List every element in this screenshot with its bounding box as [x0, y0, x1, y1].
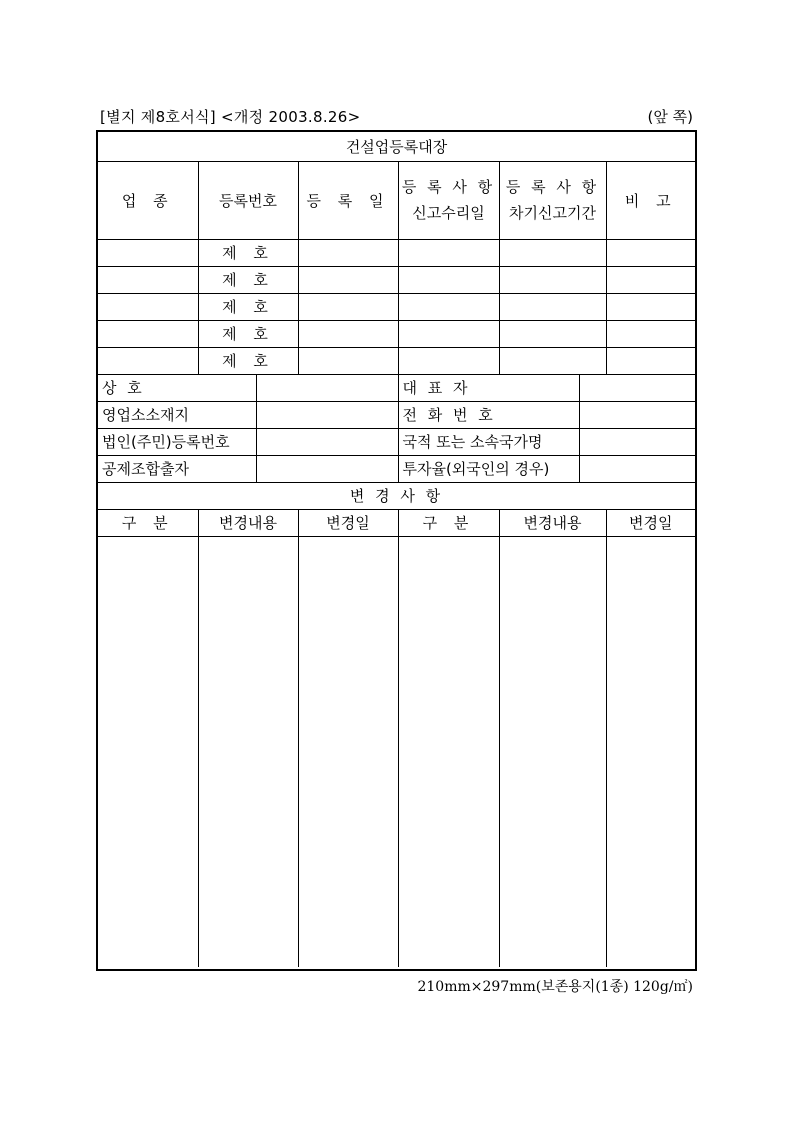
- next-report-cell[interactable]: [499, 239, 606, 266]
- next-report-cell[interactable]: [499, 293, 606, 320]
- industry-cell[interactable]: [98, 239, 198, 266]
- office-location-value[interactable]: [256, 401, 398, 428]
- investment-ratio-value[interactable]: [579, 455, 695, 482]
- report-accept-line2: 신고수리일: [412, 204, 485, 222]
- remarks-cell[interactable]: [606, 239, 695, 266]
- registry-table: [98, 132, 695, 967]
- changes-date-cell[interactable]: [298, 536, 398, 967]
- col-header-reg-number: 등록번호: [198, 161, 298, 239]
- col-header-industry: 업 종: [98, 161, 198, 239]
- nationality-label: 국적 또는 소속국가명: [398, 428, 579, 455]
- reg-number-cell[interactable]: 제 호: [198, 320, 298, 347]
- form-title: 건설업등록대장: [98, 132, 695, 161]
- mutual-aid-investor-label: 공제조합출자: [98, 455, 256, 482]
- industry-cell[interactable]: [98, 320, 198, 347]
- next-report-line1: 등 록 사 항: [505, 178, 600, 196]
- reg-number-cell[interactable]: 제 호: [198, 293, 298, 320]
- changes-content-cell[interactable]: [198, 536, 298, 967]
- report-accept-cell[interactable]: [398, 239, 499, 266]
- report-accept-cell[interactable]: [398, 266, 499, 293]
- trade-name-value[interactable]: [256, 374, 398, 401]
- reg-date-cell[interactable]: [298, 347, 398, 374]
- changes-entry-area: [98, 536, 695, 967]
- representative-label: 대 표 자: [398, 374, 579, 401]
- form-identifier: [별지 제8호서식] <개정 2003.8.26>: [100, 108, 361, 126]
- registry-form: [96, 130, 697, 971]
- corp-reg-number-label: 법인(주민)등록번호: [98, 428, 256, 455]
- reg-date-cell[interactable]: [298, 239, 398, 266]
- reg-row: [98, 320, 695, 347]
- reg-row: [98, 347, 695, 374]
- phone-number-label: 전 화 번 호: [398, 401, 579, 428]
- changes-col-date: 변경일: [298, 509, 398, 536]
- reg-number-cell[interactable]: 제 호: [198, 266, 298, 293]
- industry-cell[interactable]: [98, 347, 198, 374]
- changes-col-content-2: 변경내용: [499, 509, 606, 536]
- industry-cell[interactable]: [98, 293, 198, 320]
- next-report-line2: 차기신고기간: [509, 204, 596, 222]
- report-accept-cell[interactable]: [398, 293, 499, 320]
- remarks-cell[interactable]: [606, 347, 695, 374]
- changes-col-category-2: 구 분: [398, 509, 499, 536]
- reg-row: [98, 239, 695, 266]
- reg-number-cell[interactable]: 제 호: [198, 347, 298, 374]
- report-accept-line1: 등 록 사 항: [401, 178, 496, 196]
- trade-name-label: 상 호: [98, 374, 256, 401]
- remarks-cell[interactable]: [606, 293, 695, 320]
- col-header-report-accept-date: [398, 161, 499, 239]
- changes-col-content: 변경내용: [198, 509, 298, 536]
- investment-ratio-label: 투자율(외국인의 경우): [398, 455, 579, 482]
- page-side-label: (앞 쪽): [647, 108, 693, 126]
- next-report-cell[interactable]: [499, 347, 606, 374]
- changes-category-cell[interactable]: [98, 536, 198, 967]
- changes-category-cell-2[interactable]: [398, 536, 499, 967]
- mutual-aid-investor-value[interactable]: [256, 455, 398, 482]
- industry-cell[interactable]: [98, 266, 198, 293]
- remarks-cell[interactable]: [606, 266, 695, 293]
- col-header-next-report-period: [499, 161, 606, 239]
- representative-value[interactable]: [579, 374, 695, 401]
- corp-reg-number-value[interactable]: [256, 428, 398, 455]
- changes-content-cell-2[interactable]: [499, 536, 606, 967]
- changes-section-title: 변 경 사 항: [98, 482, 695, 509]
- reg-row: [98, 293, 695, 320]
- remarks-cell[interactable]: [606, 320, 695, 347]
- changes-col-category: 구 분: [98, 509, 198, 536]
- office-location-label: 영업소소재지: [98, 401, 256, 428]
- reg-date-cell[interactable]: [298, 320, 398, 347]
- paper-spec-note: 210mm×297mm(보존용지(1종) 120g/㎡): [417, 979, 693, 995]
- reg-number-cell[interactable]: 제 호: [198, 239, 298, 266]
- next-report-cell[interactable]: [499, 266, 606, 293]
- reg-date-cell[interactable]: [298, 266, 398, 293]
- col-header-remarks: 비 고: [606, 161, 695, 239]
- report-accept-cell[interactable]: [398, 347, 499, 374]
- nationality-value[interactable]: [579, 428, 695, 455]
- col-header-reg-date: 등 록 일: [298, 161, 398, 239]
- changes-col-date-2: 변경일: [606, 509, 695, 536]
- changes-date-cell-2[interactable]: [606, 536, 695, 967]
- next-report-cell[interactable]: [499, 320, 606, 347]
- phone-number-value[interactable]: [579, 401, 695, 428]
- report-accept-cell[interactable]: [398, 320, 499, 347]
- reg-row: [98, 266, 695, 293]
- reg-date-cell[interactable]: [298, 293, 398, 320]
